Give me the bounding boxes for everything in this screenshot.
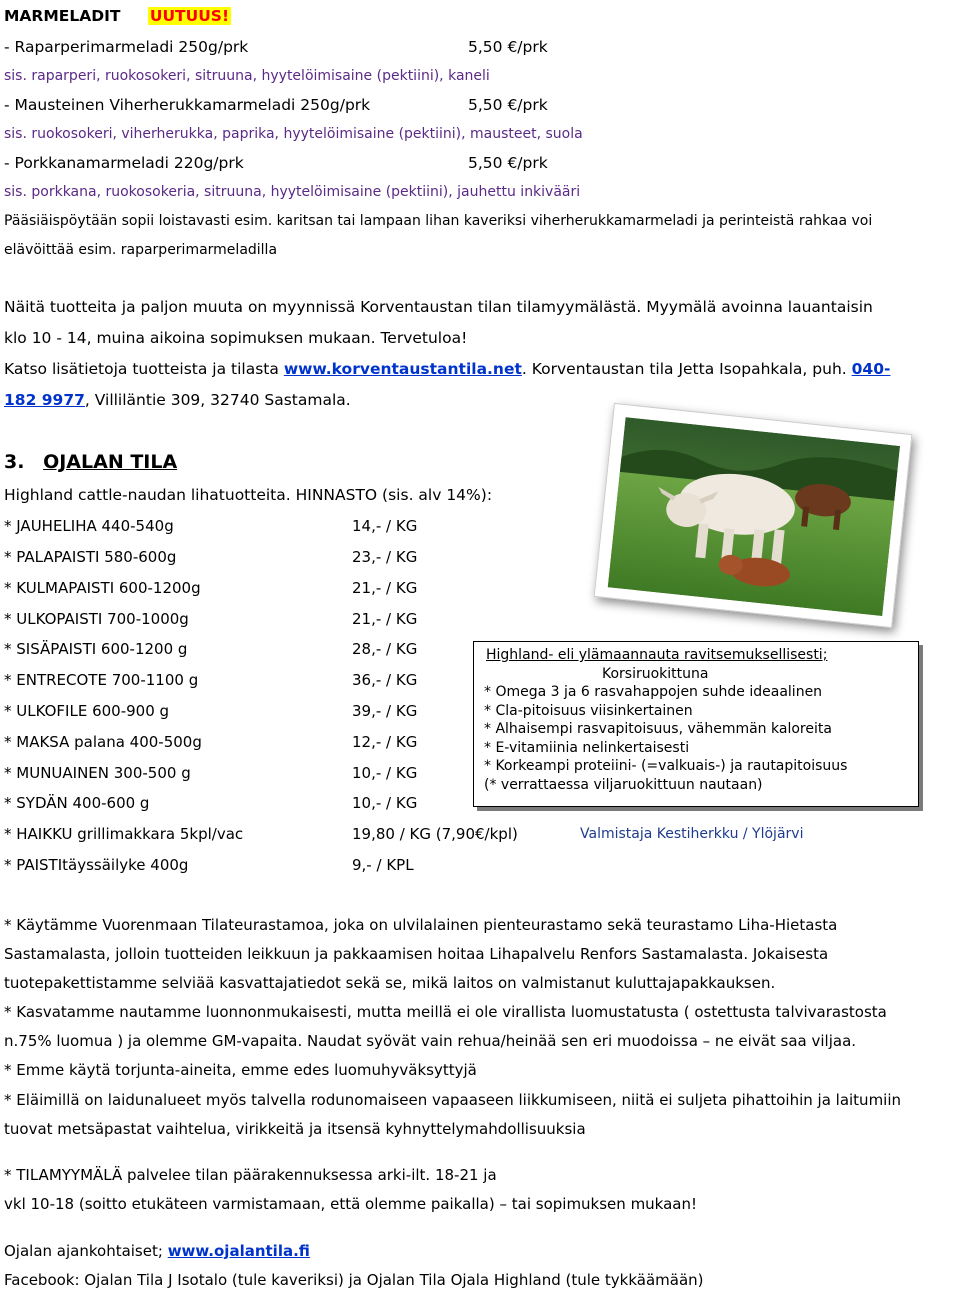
product-ingredients: sis. raparperi, ruokosokeri, sitruuna, hyytelöimisaine (pektiini), kaneli [4, 68, 490, 84]
price-value: 10,- / KG [352, 794, 418, 812]
price-item: * MUNUAINEN 300-500 g [4, 764, 191, 782]
paragraph-line: Sastamalasta, jolloin tuotteiden leikkuun ja pakkaamisen hoitaa Lihapalvelu Renfors Sastamalasta. Jokaisesta [4, 945, 829, 963]
price-item: * ULKOFILE 600-900 g [4, 702, 170, 720]
shop-line2: vkl 10-18 (soitto etukäteen varmistamaan, että olemme paikalla) – tai sopimuksen mukaan! [4, 1195, 698, 1213]
infobox-bullet: * Cla-pitoisuus viisinkertainen [484, 702, 693, 719]
price-item: * PALAPAISTI 580-600g [4, 548, 177, 566]
price-row [4, 732, 418, 752]
price-item: * SYDÄN 400-600 g [4, 794, 150, 812]
paragraph-line: * Käytämme Vuorenmaan Tilateurastamoa, joka on ulvilalainen pienteurastamo sekä teurastamo Liha-Hietasta [4, 916, 838, 934]
korventausta-phone-link-cont[interactable]: 182 9977 [4, 391, 85, 409]
product-price: 5,50 €/prk [468, 154, 548, 172]
price-row [4, 670, 418, 690]
price-row [4, 793, 418, 813]
product-price: 5,50 €/prk [468, 38, 548, 56]
easter-tip-line2: elävöittää esim. raparperimarmeladilla [4, 242, 278, 258]
korventausta-address: , Villiläntie 309, 32740 Sastamala. [84, 391, 351, 409]
price-item: * SISÄPAISTI 600-1200 g [4, 640, 188, 658]
price-value: 9,- / KPL [352, 856, 414, 874]
price-row [4, 639, 418, 659]
korventausta-line1: Näitä tuotteita ja paljon muuta on myynnissä Korventaustan tilan tilamyymälästä. Myymälä avoinna lauantaisin [4, 298, 873, 316]
product-row [4, 153, 548, 173]
product-row [4, 37, 548, 57]
shop-line1: * TILAMYYMÄLÄ palvelee tilan päärakennuksessa arki-ilt. 18-21 ja [4, 1166, 497, 1184]
facebook-line: Facebook: Ojalan Tila J Isotalo (tule kaveriksi) ja Ojalan Tila Ojala Highland (tule tykkäämään) [4, 1271, 704, 1289]
price-row [4, 763, 418, 783]
price-item: * PAISTItäyssäilyke 400g [4, 856, 189, 874]
price-value: 36,- / KG [352, 671, 418, 689]
infobox-bullet: * E-vitamiinia nelinkertaisesti [484, 739, 690, 756]
product-row [4, 95, 548, 115]
price-value: 23,- / KG [352, 548, 418, 566]
highland-cattle-photo [594, 403, 913, 628]
price-row [4, 547, 418, 567]
ojala-heading [4, 450, 177, 474]
price-row [4, 578, 418, 598]
price-item: * KULMAPAISTI 600-1200g [4, 579, 201, 597]
korventausta-info-text: Katso lisätietoja tuotteista ja tilasta [4, 360, 284, 378]
price-value: 21,- / KG [352, 579, 418, 597]
product-price: 5,50 €/prk [468, 96, 548, 114]
price-value: 21,- / KG [352, 610, 418, 628]
infobox-bullet: * Omega 3 ja 6 rasvahappojen suhde ideaalinen [484, 684, 823, 700]
korventausta-line2: klo 10 - 14, muina aikoina sopimuksen mukaan. Tervetuloa! [4, 329, 468, 347]
infobox-subtitle: Korsiruokittuna [602, 665, 709, 682]
price-value: 28,- / KG [352, 640, 418, 658]
nutrition-info-box [473, 641, 919, 807]
price-item: * ENTRECOTE 700-1100 g [4, 671, 199, 689]
product-ingredients: sis. ruokosokeri, viherherukka, paprika, hyytelöimisaine (pektiini), mausteet, suola [4, 126, 583, 142]
price-item: * HAIKKU grillimakkara 5kpl/vac [4, 825, 244, 843]
marmeladit-heading: MARMELADIT [4, 7, 121, 25]
infobox-bullet: (* verrattaessa viljaruokittuun nautaan) [484, 776, 763, 793]
easter-tip-line1: Pääsiäispöytään sopii loistavasti esim. karitsan tai lampaan lihan kaveriksi viherherukkamarmeladi ja perinteistä rahkaa voi [4, 213, 873, 229]
price-row [4, 701, 418, 721]
new-badge: UUTUUS! [149, 7, 230, 25]
marmeladit-heading-row [4, 6, 231, 26]
paragraph-line: * Kasvatamme nautamme luonnonmukaisesti, mutta meillä ei ole virallista luomustatusta ( ostettusta talvivarastosta [4, 1003, 887, 1021]
paragraph-line: * Eläimillä on laidunalueet myös talvella rodunomaiseen vapaaseen liikkumiseen, niitä ei suljeta pihattoihin ja laitumiin [4, 1091, 902, 1109]
section-number: 3. [4, 451, 25, 473]
korventausta-phone-link[interactable]: 040- [851, 360, 891, 378]
price-item: * JAUHELIHA 440-540g [4, 517, 174, 535]
price-value: 19,80 / KG (7,90€/kpl) [352, 825, 518, 843]
price-value: 10,- / KG [352, 764, 418, 782]
price-value: 39,- / KG [352, 702, 418, 720]
korventausta-line3 [4, 359, 890, 379]
paragraph-line: * Emme käytä torjunta-aineita, emme edes luomuhyväksyttyjä [4, 1061, 477, 1079]
korventausta-line4 [4, 390, 351, 410]
korventausta-website-link[interactable]: www.korventaustantila.net [283, 360, 522, 378]
ojala-website-link[interactable]: www.ojalantila.fi [167, 1242, 310, 1260]
paragraph-line: tuotepakettistamme selviää kasvattajatiedot sekä se, mikä laitos on valmistanut kuluttajapakkauksen. [4, 974, 776, 992]
product-name: - Mausteinen Viherherukkamarmeladi 250g/prk [4, 96, 371, 114]
infobox-bullet: * Alhaisempi rasvapitoisuus, vähemmän kaloreita [484, 721, 832, 737]
price-row [4, 855, 414, 875]
price-row [4, 609, 418, 629]
cattle-image [608, 417, 900, 616]
current-news-label: Ojalan ajankohtaiset; [4, 1242, 168, 1260]
product-name: - Porkkanamarmeladi 220g/prk [4, 154, 244, 172]
current-news-row [4, 1241, 310, 1261]
maker-note: Valmistaja Kestiherkku / Ylöjärvi [580, 826, 804, 842]
product-name: - Raparperimarmeladi 250g/prk [4, 38, 249, 56]
price-item: * MAKSA palana 400-500g [4, 733, 202, 751]
price-value: 12,- / KG [352, 733, 418, 751]
ojala-title: OJALAN TILA [43, 451, 178, 473]
paragraph-line: tuovat metsäpastat vaihtelua, virikkeitä ja itsensä kyhnyttelymahdollisuuksia [4, 1120, 586, 1138]
price-item: * ULKOPAISTI 700-1000g [4, 610, 189, 628]
price-value: 14,- / KG [352, 517, 418, 535]
price-row [4, 516, 418, 536]
product-ingredients: sis. porkkana, ruokosokeria, sitruuna, hyytelöimisaine (pektiini), jauhettu inkivääri [4, 184, 581, 200]
ojala-subtitle: Highland cattle-naudan lihatuotteita. HINNASTO (sis. alv 14%): [4, 486, 493, 504]
infobox-bullet: * Korkeampi proteiini- (=valkuais-) ja rautapitoisuus [484, 758, 848, 774]
price-row [4, 824, 804, 844]
infobox-title: Highland- eli ylämaannauta ravitsemuksellisesti; [486, 647, 828, 663]
korventausta-contact-text: . Korventaustan tila Jetta Isopahkala, puh. [521, 360, 852, 378]
paragraph-line: n.75% luomua ) ja olemme GM-vapaita. Naudat syövät vain rehua/heinää sen eri muodoissa – ne eivät saa viljaa. [4, 1032, 857, 1050]
